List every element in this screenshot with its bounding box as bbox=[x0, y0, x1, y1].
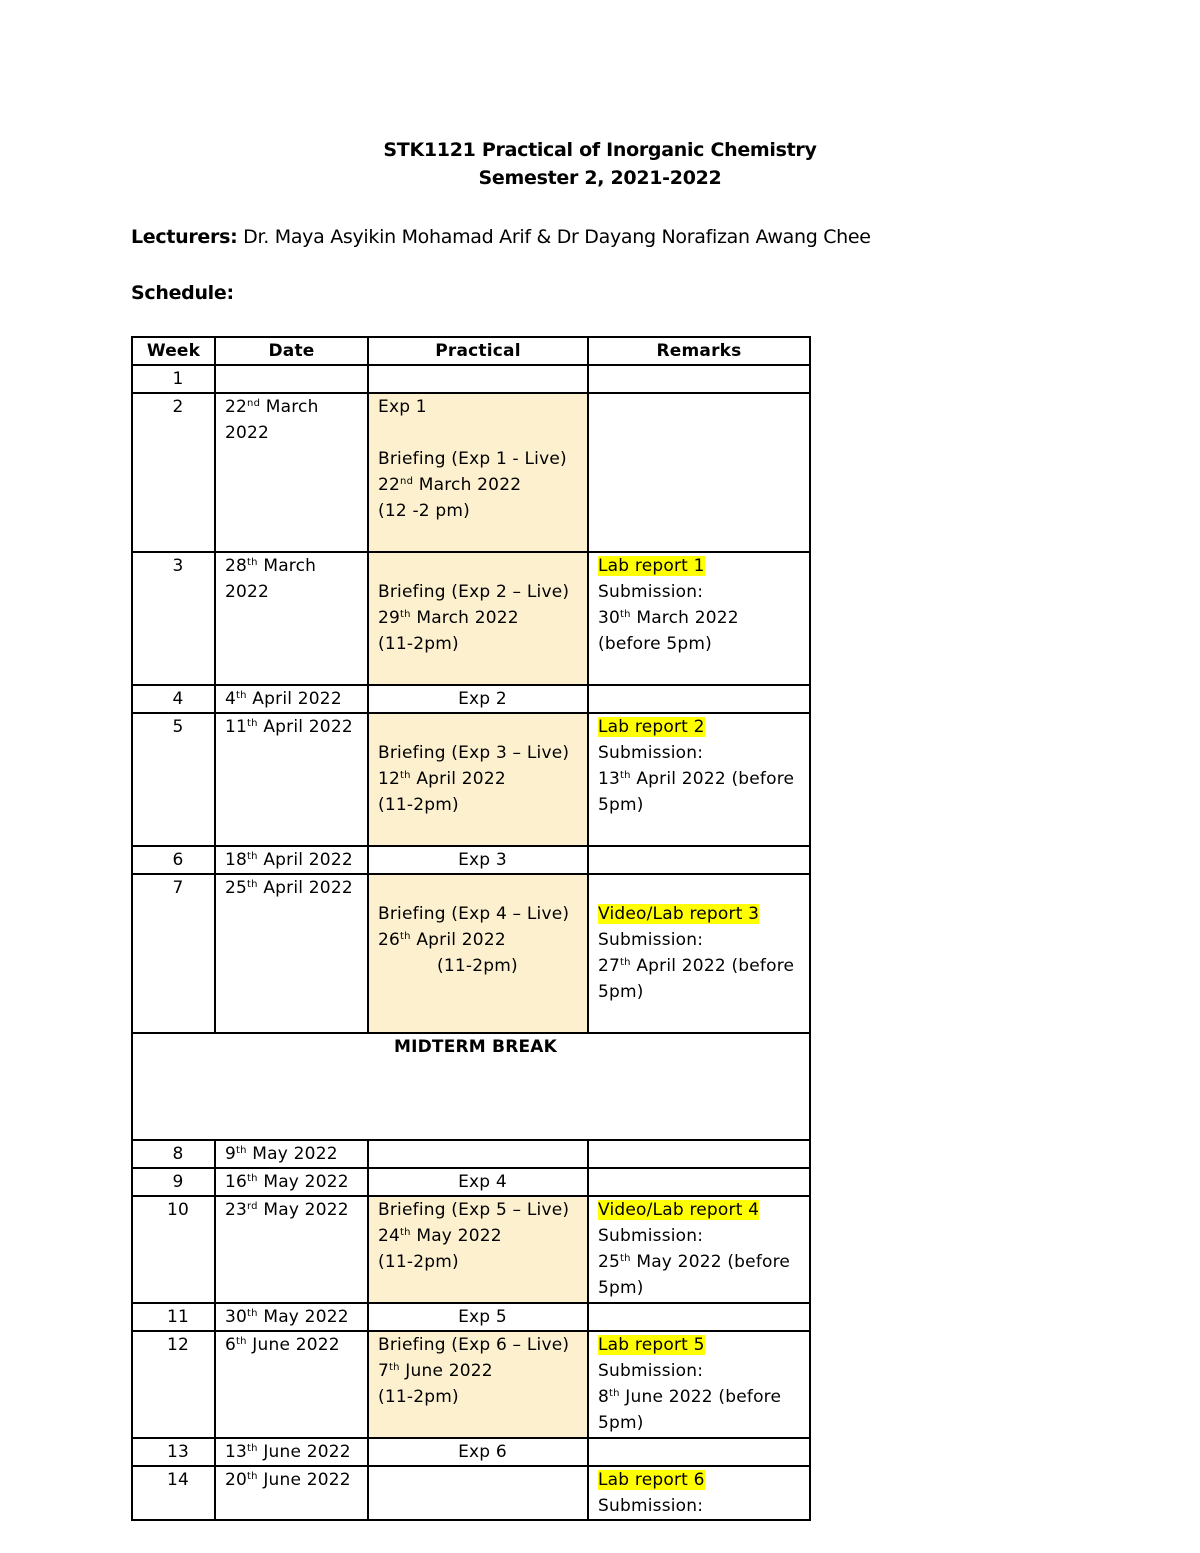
date-cell: 13th June 2022 bbox=[215, 1438, 368, 1466]
week-cell: 3 bbox=[132, 552, 215, 685]
date-cell: 25th April 2022 bbox=[215, 874, 368, 1033]
practical-cell: Briefing (Exp 3 – Live) 12th April 2022 (11-2pm) bbox=[368, 713, 588, 846]
table-row bbox=[132, 1196, 810, 1303]
date-cell: 23rd May 2022 bbox=[215, 1196, 368, 1303]
remarks-cell bbox=[588, 1140, 810, 1168]
date-cell: 11th April 2022 bbox=[215, 713, 368, 846]
table-row bbox=[132, 1303, 810, 1331]
date-cell: 28th March 2022 bbox=[215, 552, 368, 685]
schedule-table bbox=[131, 336, 811, 1521]
table-row bbox=[132, 846, 810, 874]
table-row bbox=[132, 1033, 810, 1140]
highlighted-label: Lab report 2 bbox=[598, 717, 705, 737]
midterm-break-cell: MIDTERM BREAK bbox=[132, 1033, 810, 1140]
page-title: STK1121 Practical of Inorganic Chemistry bbox=[383, 139, 817, 161]
remarks-cell bbox=[588, 365, 810, 393]
remarks-cell: Video/Lab report 3 Submission: 27th April 2022 (before 5pm) bbox=[588, 874, 810, 1033]
date-cell: 20th June 2022 bbox=[215, 1466, 368, 1520]
highlighted-label: Lab report 1 bbox=[598, 556, 705, 576]
highlighted-label: Video/Lab report 3 bbox=[598, 904, 760, 924]
practical-cell: Exp 6 bbox=[368, 1438, 588, 1466]
week-cell: 4 bbox=[132, 685, 215, 713]
remarks-cell: Video/Lab report 4 Submission: 25th May 2022 (before 5pm) bbox=[588, 1196, 810, 1303]
table-row bbox=[132, 874, 810, 1033]
remarks-cell: Lab report 2 Submission: 13th April 2022 (before 5pm) bbox=[588, 713, 810, 846]
practical-cell: Briefing (Exp 2 – Live) 29th March 2022 (11-2pm) bbox=[368, 552, 588, 685]
remarks-cell: Lab report 6 Submission: bbox=[588, 1466, 810, 1520]
column-header-week: Week bbox=[132, 337, 215, 365]
table-header-row bbox=[132, 337, 810, 365]
column-header-date: Date bbox=[215, 337, 368, 365]
table-row bbox=[132, 552, 810, 685]
week-cell: 5 bbox=[132, 713, 215, 846]
practical-cell bbox=[368, 1466, 588, 1520]
week-cell: 11 bbox=[132, 1303, 215, 1331]
remarks-cell bbox=[588, 1303, 810, 1331]
practical-cell bbox=[368, 365, 588, 393]
date-cell: 6th June 2022 bbox=[215, 1331, 368, 1438]
week-cell: 13 bbox=[132, 1438, 215, 1466]
remarks-cell bbox=[588, 1438, 810, 1466]
highlighted-label: Lab report 5 bbox=[598, 1335, 705, 1355]
lecturers-names: Dr. Maya Asyikin Mohamad Arif & Dr Dayang Norafizan Awang Chee bbox=[243, 226, 871, 248]
column-header-practical: Practical bbox=[368, 337, 588, 365]
practical-cell: Briefing (Exp 5 – Live) 24th May 2022 (11-2pm) bbox=[368, 1196, 588, 1303]
remarks-cell: Lab report 1 Submission: 30th March 2022 (before 5pm) bbox=[588, 552, 810, 685]
week-cell: 9 bbox=[132, 1168, 215, 1196]
practical-cell: Briefing (Exp 6 – Live) 7th June 2022 (11-2pm) bbox=[368, 1331, 588, 1438]
highlighted-label: Video/Lab report 4 bbox=[598, 1200, 760, 1220]
remarks-cell bbox=[588, 393, 810, 552]
remarks-cell bbox=[588, 685, 810, 713]
date-cell: 4th April 2022 bbox=[215, 685, 368, 713]
table-row bbox=[132, 1466, 810, 1520]
table-row bbox=[132, 1140, 810, 1168]
table-row bbox=[132, 1331, 810, 1438]
highlighted-label: Lab report 6 bbox=[598, 1470, 705, 1490]
week-cell: 1 bbox=[132, 365, 215, 393]
remarks-cell bbox=[588, 1168, 810, 1196]
lecturers-label: Lecturers: bbox=[131, 226, 238, 248]
date-cell: 18th April 2022 bbox=[215, 846, 368, 874]
date-cell: 16th May 2022 bbox=[215, 1168, 368, 1196]
practical-cell: Exp 2 bbox=[368, 685, 588, 713]
date-cell: 22nd March 2022 bbox=[215, 393, 368, 552]
semester-title: Semester 2, 2021-2022 bbox=[478, 167, 722, 189]
remarks-cell: Lab report 5 Submission: 8th June 2022 (before 5pm) bbox=[588, 1331, 810, 1438]
table-row bbox=[132, 393, 810, 552]
date-cell: 30th May 2022 bbox=[215, 1303, 368, 1331]
week-cell: 6 bbox=[132, 846, 215, 874]
practical-cell bbox=[368, 1140, 588, 1168]
week-cell: 7 bbox=[132, 874, 215, 1033]
practical-cell: Exp 3 bbox=[368, 846, 588, 874]
table-row bbox=[132, 685, 810, 713]
table-row bbox=[132, 1438, 810, 1466]
table-row bbox=[132, 713, 810, 846]
date-cell: 9th May 2022 bbox=[215, 1140, 368, 1168]
week-cell: 8 bbox=[132, 1140, 215, 1168]
schedule-label: Schedule: bbox=[131, 282, 234, 304]
week-cell: 10 bbox=[132, 1196, 215, 1303]
practical-cell: Exp 5 bbox=[368, 1303, 588, 1331]
table-row bbox=[132, 365, 810, 393]
column-header-remarks: Remarks bbox=[588, 337, 810, 365]
practical-cell: Exp 1 Briefing (Exp 1 - Live) 22nd March 2022 (12 -2 pm) bbox=[368, 393, 588, 552]
lecturers-line bbox=[131, 226, 871, 248]
week-cell: 12 bbox=[132, 1331, 215, 1438]
table-row bbox=[132, 1168, 810, 1196]
week-cell: 14 bbox=[132, 1466, 215, 1520]
week-cell: 2 bbox=[132, 393, 215, 552]
practical-cell: Briefing (Exp 4 – Live) 26th April 2022 (11-2pm) bbox=[368, 874, 588, 1033]
practical-cell: Exp 4 bbox=[368, 1168, 588, 1196]
remarks-cell bbox=[588, 846, 810, 874]
date-cell bbox=[215, 365, 368, 393]
